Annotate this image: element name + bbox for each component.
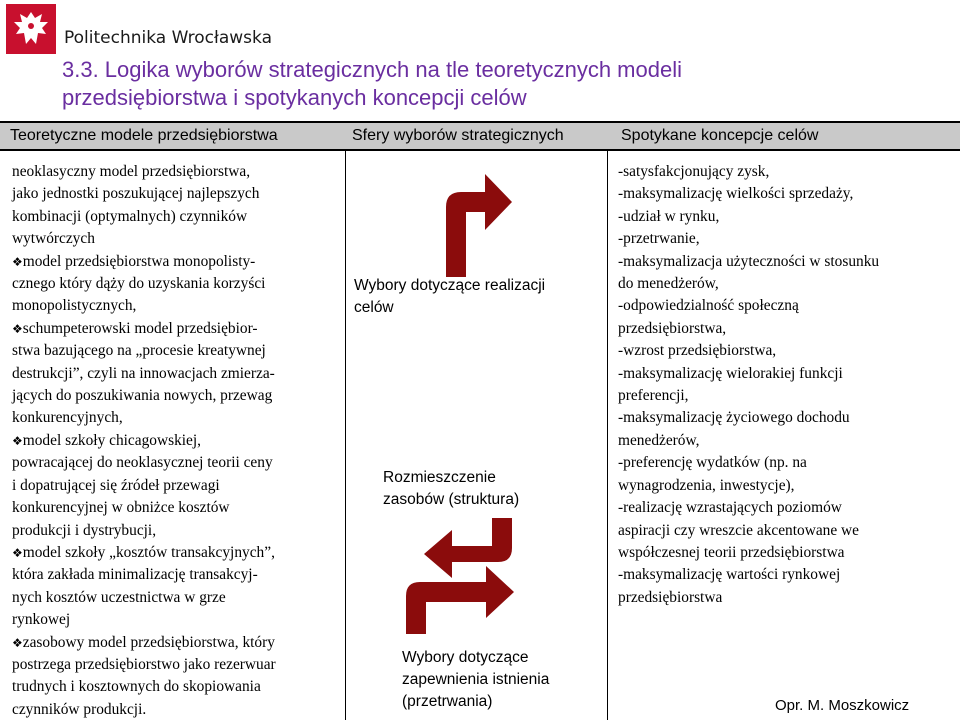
- diamond-bullet-icon: ❖: [12, 433, 23, 448]
- model-line: [12, 654, 276, 676]
- model-text: model szkoły chicagowskiej,: [22, 431, 201, 449]
- model-line: [12, 452, 276, 474]
- goal-line: -odpowiedzialność społeczną: [618, 297, 799, 315]
- goal-line: wynagrodzenia, inwestycje),: [618, 476, 795, 494]
- model-text: jących do poszukiwania nowych, przewag: [12, 387, 273, 405]
- column-divider: [345, 151, 346, 720]
- goal-line: do menedżerów,: [618, 275, 719, 293]
- column-header-goals: Spotykane koncepcje celów: [621, 127, 819, 144]
- goal-line: aspiracji czy wreszcie akcentowane we: [618, 521, 859, 539]
- university-name: Politechnika Wrocławska: [64, 28, 272, 48]
- goal-line: -maksymalizację życiowego dochodu: [618, 409, 850, 427]
- column-header-models: Teoretyczne modele przedsiębiorstwa: [10, 127, 278, 144]
- model-text: cznego który dąży do uzyskania korzyści: [12, 275, 266, 293]
- model-line: [12, 497, 276, 519]
- author-credit: Opr. M. Moszkowicz: [775, 697, 910, 714]
- model-text: postrzega przedsiębiorstwo jako rezerwuar: [12, 655, 276, 673]
- model-line: [12, 385, 276, 407]
- model-line: [12, 161, 276, 183]
- model-line: [12, 407, 276, 429]
- model-line: [12, 632, 276, 654]
- diamond-bullet-icon: ❖: [12, 635, 23, 650]
- title-line-1: 3.3. Logika wyborów strategicznych na tle teoretycznych modeli: [62, 57, 682, 82]
- curved-arrow-icon: [406, 566, 514, 634]
- model-text: model przedsiębiorstwa monopolisty-: [22, 252, 256, 270]
- model-line: [12, 564, 276, 586]
- model-text: zasobowy model przedsiębiorstwa, który: [22, 633, 275, 651]
- curved-arrow-icon: [446, 174, 512, 277]
- label-line: zapewnienia istnienia: [402, 671, 550, 688]
- model-line: [12, 295, 276, 317]
- diamond-bullet-icon: ❖: [12, 545, 23, 560]
- label-line: Wybory dotyczące: [402, 649, 529, 666]
- model-line: [12, 206, 276, 228]
- model-text: czynników produkcji.: [12, 700, 147, 718]
- model-text: schumpeterowski model przedsiębior-: [22, 319, 258, 337]
- model-line: [12, 542, 276, 564]
- goal-line: menedżerów,: [618, 431, 700, 449]
- model-text: powracającej do neoklasycznej teorii ceny: [12, 454, 273, 472]
- survival-label: [402, 647, 549, 713]
- model-text: monopolistycznych,: [12, 297, 137, 315]
- goal-line: przedsiębiorstwa: [618, 588, 723, 606]
- model-text: nych kosztów uczestnictwa w grze: [12, 588, 226, 606]
- model-text: wytwórczych: [12, 230, 95, 248]
- model-line: [12, 318, 276, 340]
- goal-line: współczesnej teorii przedsiębiorstwa: [618, 543, 845, 561]
- goal-line: -satysfakcjonujący zysk,: [618, 163, 770, 180]
- model-text: neoklasyczny model przedsiębiorstwa,: [12, 163, 251, 180]
- goal-line: -przetrwanie,: [618, 230, 700, 248]
- goal-line: -maksymalizacja użyteczności w stosunku: [618, 252, 880, 270]
- theoretical-models-list: [12, 161, 276, 721]
- goal-concepts-list: [618, 161, 879, 609]
- diamond-bullet-icon: ❖: [12, 321, 23, 336]
- model-line: [12, 587, 276, 609]
- model-text: konkurencyjnej w obniżce kosztów: [12, 499, 230, 517]
- model-line: [12, 228, 276, 250]
- model-text: konkurencyjnych,: [12, 409, 123, 427]
- goal-line: -maksymalizację wielorakiej funkcji: [618, 364, 843, 382]
- label-line: Rozmieszczenie: [383, 469, 496, 486]
- model-line: [12, 609, 276, 631]
- goal-line: -maksymalizację wielkości sprzedaży,: [618, 185, 854, 203]
- model-line: [12, 273, 276, 295]
- model-line: [12, 520, 276, 542]
- model-text: jako jednostki poszukującej najlepszych: [12, 185, 260, 203]
- model-line: [12, 363, 276, 385]
- goal-line: -preferencję wydatków (np. na: [618, 454, 807, 472]
- goal-line: -maksymalizację wartości rynkowej: [618, 566, 841, 584]
- goal-line: -wzrost przedsiębiorstwa,: [618, 342, 777, 360]
- column-divider: [607, 151, 608, 720]
- model-line: [12, 430, 276, 452]
- strategy-flow-diagram: [400, 162, 560, 722]
- university-logo-icon: [6, 4, 56, 54]
- resource-allocation-label: [383, 467, 519, 511]
- model-line: [12, 340, 276, 362]
- model-text: trudnych i kosztownych do skopiowania: [12, 678, 261, 696]
- curved-arrow-icon: [424, 518, 512, 578]
- model-text: model szkoły „kosztów transakcyjnych”,: [22, 543, 275, 561]
- model-text: stwa bazującego na „procesie kreatywnej: [12, 342, 266, 360]
- model-text: która zakłada minimalizację transakcyj-: [12, 566, 258, 584]
- label-line: (przetrwania): [402, 693, 493, 710]
- model-line: [12, 251, 276, 273]
- goal-line: preferencji,: [618, 387, 689, 405]
- column-header-spheres: Sfery wyborów strategicznych: [352, 127, 564, 144]
- model-text: destrukcji”, czyli na innowacjach zmierza-: [12, 364, 275, 382]
- model-line: [12, 183, 276, 205]
- title-line-2: przedsiębiorstwa i spotykanych koncepcji celów: [62, 85, 527, 110]
- label-line: Wybory dotyczące realizacji: [354, 277, 546, 294]
- table-header: [0, 121, 960, 151]
- model-line: [12, 676, 276, 698]
- goal-realization-label: [354, 275, 545, 319]
- goal-line: -realizację wzrastających poziomów: [618, 499, 842, 517]
- goal-line: przedsiębiorstwa,: [618, 319, 727, 337]
- page-title: [62, 56, 942, 112]
- model-text: kombinacji (optymalnych) czynników: [12, 207, 248, 225]
- model-text: produkcji i dystrybucji,: [12, 521, 157, 539]
- model-line: [12, 475, 276, 497]
- model-line: [12, 699, 276, 721]
- label-line: celów: [354, 299, 394, 316]
- diamond-bullet-icon: ❖: [12, 254, 23, 269]
- model-text: rynkowej: [12, 611, 71, 629]
- model-text: i dopatrującej się źródeł przewagi: [12, 476, 220, 494]
- label-line: zasobów (struktura): [383, 491, 520, 508]
- goal-line: -udział w rynku,: [618, 207, 720, 225]
